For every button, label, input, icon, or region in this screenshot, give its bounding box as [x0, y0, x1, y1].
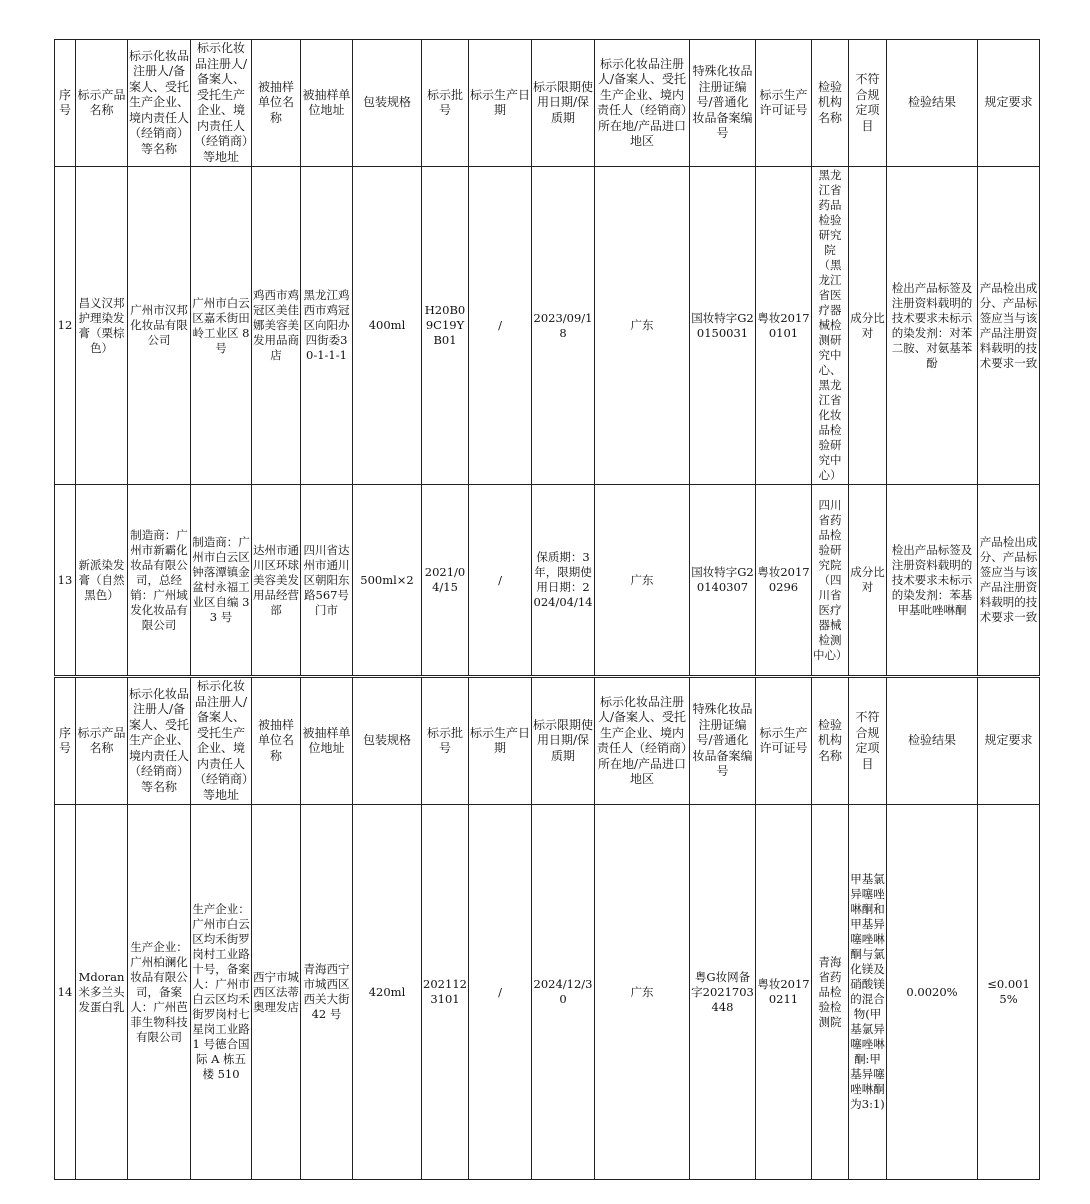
- header-registrant-name: 标示化妆品注册人/备案人、受托生产企业、境内责任人（经销商）等名称: [128, 678, 191, 805]
- header-product: 标示产品名称: [76, 40, 128, 167]
- cell-no: 12: [55, 167, 76, 485]
- header-lab: 检验机构名称: [812, 40, 849, 167]
- table-row: [55, 485, 1040, 676]
- cell-expiry: 2024/12/30: [532, 805, 595, 1180]
- header-expiry: 标示限期使用日期/保质期: [532, 40, 595, 167]
- cell-lab: 青海省药品检验检测院: [812, 805, 849, 1180]
- cell-package: 400ml: [353, 167, 422, 485]
- header-registrant-address: 标示化妆品注册人/备案人、受托生产企业、境内责任人（经销商）等地址: [191, 678, 252, 805]
- header-row: [55, 678, 1040, 805]
- header-sampled-address: 被抽样单位地址: [301, 40, 353, 167]
- cell-result: 检出产品标签及注册资料载明的技术要求未标示的染发剂：对苯二胺、对氨基苯酚: [887, 167, 978, 485]
- cell-registrant-address: 生产企业：广州市白云区均禾街罗岗村工业路十号，备案人：广州市白云区均禾街罗岗村七星岗工业路 1 号德合国际 A 栋五楼 510: [191, 805, 252, 1180]
- header-requirement: 规定要求: [978, 678, 1040, 805]
- header-production-date: 标示生产日期: [469, 40, 532, 167]
- header-registrant-name: 标示化妆品注册人/备案人、受托生产企业、境内责任人（经销商）等名称: [128, 40, 191, 167]
- cell-product: 昌义汉邦护理染发膏（栗棕色）: [76, 167, 128, 485]
- cell-region: 广东: [595, 805, 690, 1180]
- cell-requirement: ≤0.0015%: [978, 805, 1040, 1180]
- cell-batch: H20B09C19YB01: [422, 167, 469, 485]
- header-batch: 标示批号: [422, 678, 469, 805]
- cell-sampled-address: 青海西宁市城西区西关大街42 号: [301, 805, 353, 1180]
- cell-result: 0.0020%: [887, 805, 978, 1180]
- inspection-table-page-1: [54, 39, 1040, 676]
- header-no: 序号: [55, 40, 76, 167]
- header-cert-no: 特殊化妆品注册证编号/普通化妆品备案编号: [690, 40, 756, 167]
- header-requirement: 规定要求: [978, 40, 1040, 167]
- header-batch: 标示批号: [422, 40, 469, 167]
- cell-requirement: 产品检出成分、产品标签应当与该产品注册资料载明的技术要求一致: [978, 167, 1040, 485]
- cell-region: 广东: [595, 167, 690, 485]
- cell-lab: 黑龙江省药品检验研究院（黑龙江省医疗器械检测研究中心、黑龙江省化妆品检验研究中心）: [812, 167, 849, 485]
- header-sampled-unit: 被抽样单位名称: [252, 678, 301, 805]
- inspection-table-page-2: [54, 677, 1040, 1180]
- cell-sampled-address: 黑龙江鸡西市鸡冠区向阳办四街委30-1-1-1: [301, 167, 353, 485]
- cell-no: 14: [55, 805, 76, 1180]
- header-result: 检验结果: [887, 678, 978, 805]
- cell-expiry: 保质期：3年，限期使用日期：2024/04/14: [532, 485, 595, 676]
- table-row: [55, 805, 1040, 1180]
- cell-production-date: /: [469, 805, 532, 1180]
- cell-requirement: 产品检出成分、产品标签应当与该产品注册资料载明的技术要求一致: [978, 485, 1040, 676]
- cell-registrant-address: 广州市白云区嘉禾街田岭工业区 8 号: [191, 167, 252, 485]
- cell-production-date: /: [469, 485, 532, 676]
- header-region: 标示化妆品注册人/备案人、受托生产企业、境内责任人（经销商）所在地/产品进口地区: [595, 678, 690, 805]
- cell-cert-no: 国妆特字G20140307: [690, 485, 756, 676]
- cell-lab: 四川省药品检验研究院（四川省医疗器械检测中心）: [812, 485, 849, 676]
- cell-batch: 2021/04/15: [422, 485, 469, 676]
- header-item: 不符合规定项目: [849, 40, 887, 167]
- table-row: [55, 167, 1040, 485]
- header-package: 包装规格: [353, 40, 422, 167]
- cell-sampled-unit: 达州市通川区环球美容美发用品经营部: [252, 485, 301, 676]
- cell-license-no: 粤妆20170296: [756, 485, 812, 676]
- cell-sampled-address: 四川省达州市通川区朝阳东路567号门市: [301, 485, 353, 676]
- cell-production-date: /: [469, 167, 532, 485]
- header-row: [55, 40, 1040, 167]
- header-production-date: 标示生产日期: [469, 678, 532, 805]
- cell-package: 500ml×2: [353, 485, 422, 676]
- cell-registrant-name: 广州市汉邦化妆品有限公司: [128, 167, 191, 485]
- cell-item: 成分比对: [849, 167, 887, 485]
- header-sampled-address: 被抽样单位地址: [301, 678, 353, 805]
- header-license-no: 标示生产许可证号: [756, 40, 812, 167]
- header-item: 不符合规定项目: [849, 678, 887, 805]
- cell-registrant-name: 制造商：广州市新霸化妆品有限公司，总经销：广州域发化妆品有限公司: [128, 485, 191, 676]
- cell-product: Mdoran米多兰头发蛋白乳: [76, 805, 128, 1180]
- cell-product: 新派染发膏（自然黑色）: [76, 485, 128, 676]
- cell-sampled-unit: 西宁市城西区法蒂奥理发店: [252, 805, 301, 1180]
- header-license-no: 标示生产许可证号: [756, 678, 812, 805]
- cell-cert-no: 国妆特字G20150031: [690, 167, 756, 485]
- cell-item: 成分比对: [849, 485, 887, 676]
- header-sampled-unit: 被抽样单位名称: [252, 40, 301, 167]
- header-expiry: 标示限期使用日期/保质期: [532, 678, 595, 805]
- header-product: 标示产品名称: [76, 678, 128, 805]
- cell-package: 420ml: [353, 805, 422, 1180]
- header-registrant-address: 标示化妆品注册人/备案人、受托生产企业、境内责任人（经销商）等地址: [191, 40, 252, 167]
- header-region: 标示化妆品注册人/备案人、受托生产企业、境内责任人（经销商）所在地/产品进口地区: [595, 40, 690, 167]
- header-no: 序号: [55, 678, 76, 805]
- cell-batch: 2021123101: [422, 805, 469, 1180]
- cell-item: 甲基氯异噻唑啉酮和甲基异噻唑啉酮与氯化镁及硝酸镁的混合物(甲基氯异噻唑啉酮:甲基异噻唑啉酮为3:1): [849, 805, 887, 1180]
- header-result: 检验结果: [887, 40, 978, 167]
- cell-license-no: 粤妆20170211: [756, 805, 812, 1180]
- cell-expiry: 2023/09/18: [532, 167, 595, 485]
- header-package: 包装规格: [353, 678, 422, 805]
- cell-cert-no: 粤G妆网备字2021703448: [690, 805, 756, 1180]
- cell-region: 广东: [595, 485, 690, 676]
- cell-registrant-name: 生产企业：广州柏澜化妆品有限公司，备案人：广州芭菲生物科技有限公司: [128, 805, 191, 1180]
- cell-sampled-unit: 鸡西市鸡冠区美佳娜美容美发用品商店: [252, 167, 301, 485]
- header-lab: 检验机构名称: [812, 678, 849, 805]
- cell-license-no: 粤妆20170101: [756, 167, 812, 485]
- cell-no: 13: [55, 485, 76, 676]
- header-cert-no: 特殊化妆品注册证编号/普通化妆品备案编号: [690, 678, 756, 805]
- cell-registrant-address: 制造商：广州市白云区钟落潭镇金盆村永福工业区自编 33 号: [191, 485, 252, 676]
- cell-result: 检出产品标签及注册资料载明的技术要求未标示的染发剂：苯基甲基吡唑啉酮: [887, 485, 978, 676]
